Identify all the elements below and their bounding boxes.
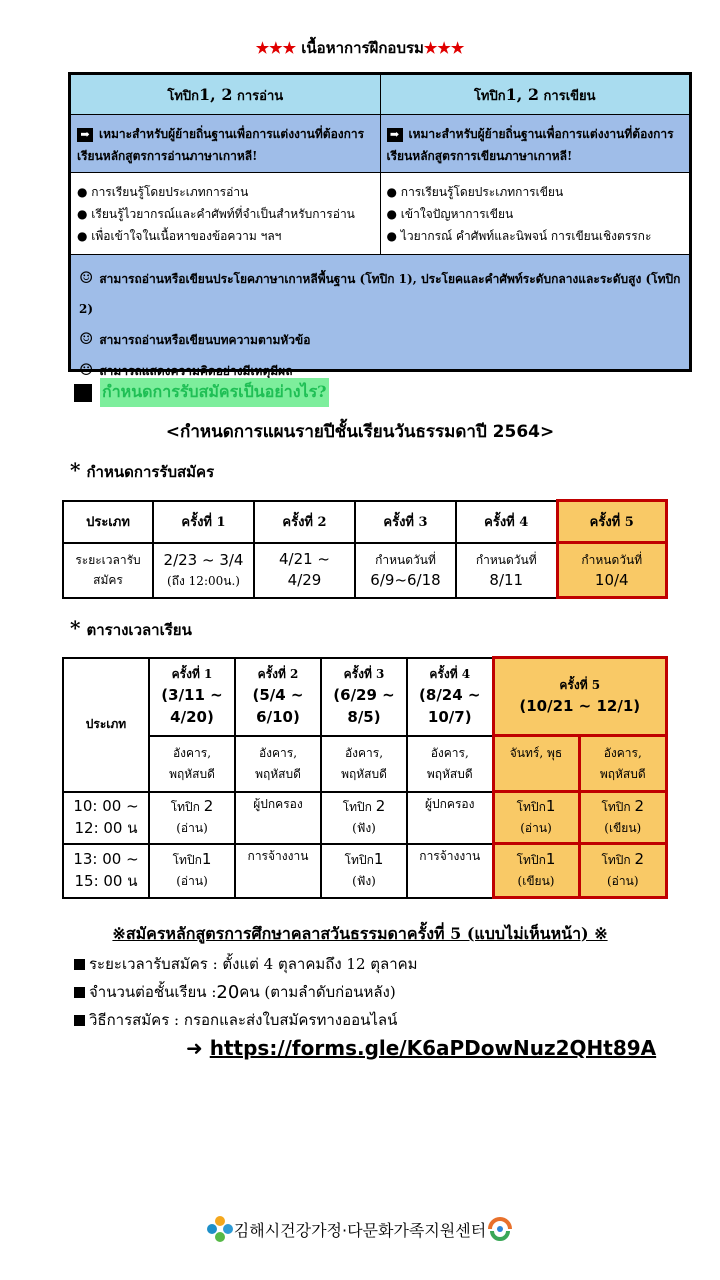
list-item: ● การเรียนรู้โดยประเภทการเขียน (386, 185, 564, 199)
family-logo-icon (486, 1217, 514, 1241)
overview-header-row (71, 75, 689, 115)
list-item: ● เข้าใจปัญหาการเขียน (386, 207, 514, 221)
arrow-right-icon: ➡ (77, 128, 93, 142)
notice-title: ※สมัครหลักสูตรการศึกษาคลาสวันธรรมดาครั้งที่ 5 (แบบไม่เห็นหน้า) ※ (112, 924, 608, 943)
goal-item: ☺ สามารถแสดงความคิดอย่างมีเหตุมีผล (79, 360, 293, 379)
smiley-icon: ☺ (79, 329, 94, 348)
goal-item: ☺ สามารถอ่านหรือเขียนบทความตามหัวข้อ (79, 329, 311, 348)
annual-plan-subtitle: <กำหนดการแผนรายปีชั้นเรียนวันธรรมดาปี 2564> (165, 422, 555, 442)
goal-item: ☺ สามารถอ่านหรือเขียนประโยคภาษาเกาหลีพื้นฐาน (โทปิก 1), ประโยคและคำศัพท์ระดับกลางและระดับสูง (โทปิก 2) (79, 268, 681, 316)
notice-method: วิธีการสมัคร : กรอกและส่งใบสมัครทางออนไลน์ (74, 1008, 397, 1032)
square-bullet-icon (74, 959, 85, 970)
learning-goals (71, 255, 689, 379)
arrow-right-icon: ➜ (186, 1036, 210, 1060)
square-bullet-icon (74, 384, 92, 402)
header-reading: โทปิก1, 2 การอ่าน (71, 75, 380, 115)
list-item: ● การเรียนรู้โดยประเภทการอ่าน (77, 185, 249, 199)
table-row: ประเภท ครั้งที่ 1 ครั้งที่ 2 ครั้งที่ 3 ครั้งที่ 4 ครั้งที่ 5 (63, 501, 667, 543)
registration-label: * กำหนดการรับสมัคร (70, 458, 215, 482)
list-item: ● เรียนรู้ไวยากรณ์และคำศัพท์ที่จำเป็นสำหรับการอ่าน (77, 207, 355, 221)
overview-intro-row (71, 115, 689, 173)
smiley-icon: ☺ (79, 268, 94, 287)
course-overview-table (68, 72, 692, 379)
intro-reading: ➡ เหมาะสำหรับผู้ย้ายถิ่นฐานเพื่อการแต่งงานที่ต้องการเรียนหลักสูตรการอ่านภาษาเกาหลี! (71, 115, 380, 173)
list-item: ● ไวยากรณ์ คำศัพท์และนิพจน์ การเขียนเชิงตรรกะ (386, 229, 652, 243)
arrow-right-icon: ➡ (387, 128, 403, 142)
list-writing (380, 173, 690, 255)
table-row: ระยะเวลารับ สมัคร 2/23 ~ 3/4 (ถึง 12:00น.) 4/21 ~ 4/29 กำหนดวันที่ 6/9~6/18 กำหนดวันที่ 8/11 กำหนดวันที่ 10/4 (63, 543, 667, 598)
table-row: 13: 00 ~ 15: 00 น โทปิก1 (อ่าน) การจ้างงาน โทปิก1 (ฟัง) การจ้างงาน โทปิก1 (เขียน) โทปิก 2 (อ่าน) (63, 844, 667, 898)
table-row: 10: 00 ~ 12: 00 น โทปิก 2 (อ่าน) ผู้ปกครอง โทปิก 2 (ฟัง) ผู้ปกครอง โทปิก1 (อ่าน) โทปิก 2 (เขียน) (63, 792, 667, 844)
list-reading (71, 173, 380, 255)
list-item: ● เพื่อเข้าใจในเนื้อหาของข้อความ ฯลฯ (77, 229, 282, 243)
square-bullet-icon (74, 987, 85, 998)
table-row: อังคาร, พฤหัสบดี อังคาร, พฤหัสบดี อังคาร, พฤหัสบดี อังคาร, พฤหัสบดี จันทร์, พุธ อังคาร, พฤหัสบดี (63, 736, 667, 792)
overview-list-row (71, 173, 689, 255)
smiley-icon: ☺ (79, 360, 94, 379)
page-title: ★★★ เนื้อหาการฝึกอบรม★★★ (255, 39, 465, 57)
intro-writing: ➡ เหมาะสำหรับผู้ย้ายถิ่นฐานเพื่อการแต่งงานที่ต้องการเรียนหลักสูตรการเขียนภาษาเกาหลี! (380, 115, 690, 173)
registration-table (62, 499, 668, 599)
notice-capacity: จำนวนต่อชั้นเรียน : 20 คน (ตามลำดับก่อนหลัง) (74, 980, 396, 1004)
notice-period: ระยะเวลารับสมัคร : ตั้งแต่ 4 ตุลาคมถึง 12 ตุลาคม (74, 952, 418, 976)
flower-logo-icon (206, 1215, 234, 1243)
table-row: ประเภท ครั้งที่ 1 (3/11 ~ 4/20) ครั้งที่ 2 (5/4 ~ 6/10) ครั้งที่ 3 (6/29 ~ 8/5) ครั้งที่ 4 (8/24 ~ 10/7) ครั้งที่ 5 (10/21 ~ 12/1) (63, 658, 667, 736)
square-bullet-icon (74, 1015, 85, 1026)
section-title: กำหนดการรับสมัครเป็นอย่างไร? (74, 378, 329, 407)
footer-org: 김해시건강가정·다문화가족지원센터 (0, 1215, 720, 1243)
application-link[interactable]: ➜ https://forms.gle/K6aPDowNuz2QHt89A (186, 1036, 657, 1060)
schedule-table (62, 656, 668, 899)
header-writing: โทปิก1, 2 การเขียน (380, 75, 690, 115)
schedule-label: * ตารางเวลาเรียน (70, 616, 192, 640)
